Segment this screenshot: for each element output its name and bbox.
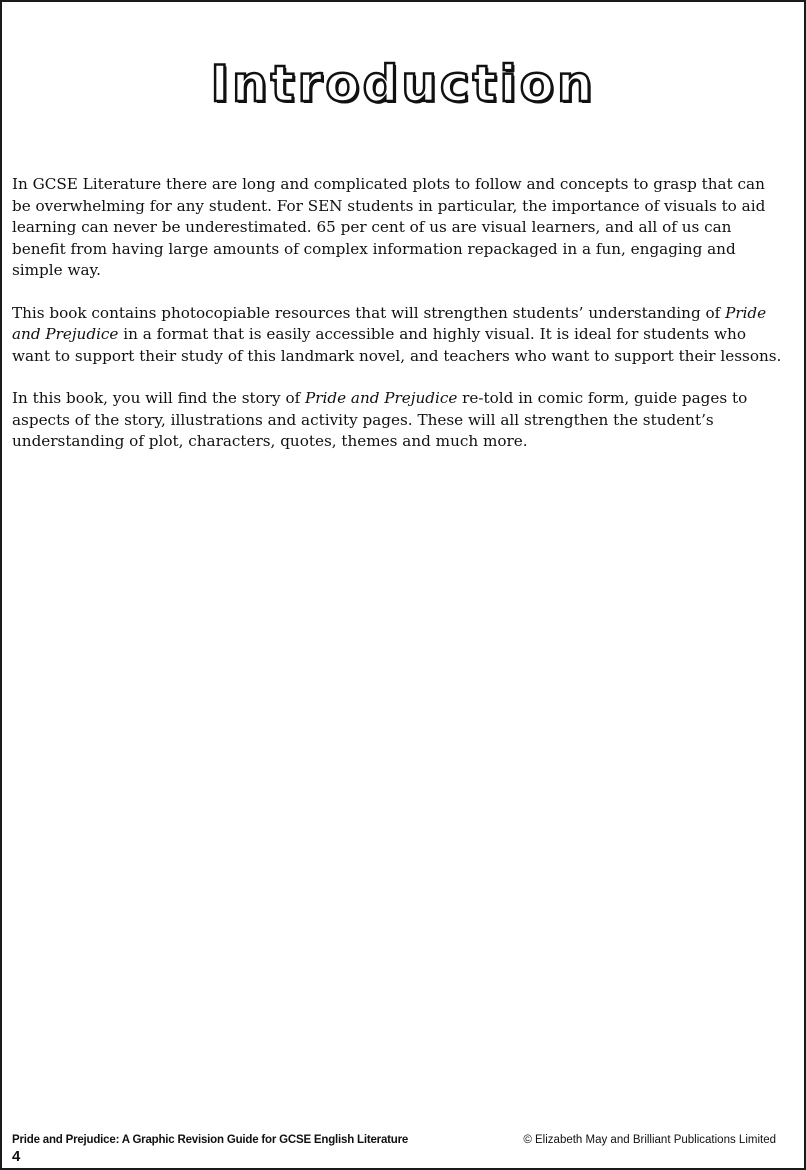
paragraph-1 [12, 174, 782, 282]
footer-copyright: © Elizabeth May and Brilliant Publications Limited [523, 1134, 776, 1146]
paragraph-3-text-b: re-told in comic form, guide pages to aspects of the story, illustrations and activity pages. These will all strengthen the student’s understanding of plot, characters, quotes, themes and much more. [12, 389, 748, 450]
page-title: Introduction [210, 55, 596, 113]
paragraph-1-text: In GCSE Literature there are long and complicated plots to follow and concepts to grasp that can be overwhelming for any student. For SEN students in particular, the importance of visuals to aid learning can never be underestimated. 65 per cent of us are visual learners, and all of us can benefit from having large amounts of complex information repackaged in a fun, engaging and simple way. [12, 175, 766, 279]
page-number: 4 [12, 1148, 21, 1165]
paragraph-2 [12, 303, 782, 368]
book-title-italic: Pride and Prejudice [305, 389, 458, 407]
body-text [12, 174, 782, 474]
paragraph-2-text-b: in a format that is easily accessible and highly visual. It is ideal for students who want to support their study of this landmark novel, and teachers who want to support their lessons. [12, 325, 782, 365]
paragraph-2-text-a: This book contains photocopiable resources that will strengthen students’ understanding of [12, 303, 726, 322]
paragraph-3 [12, 388, 782, 453]
book-title-italic: Pride and Prejudice [12, 303, 767, 343]
footer-book-title: Pride and Prejudice: A Graphic Revision Guide for GCSE English Literature [12, 1134, 409, 1146]
paragraph-3-text-a: In this book, you will find the story of [12, 389, 306, 407]
